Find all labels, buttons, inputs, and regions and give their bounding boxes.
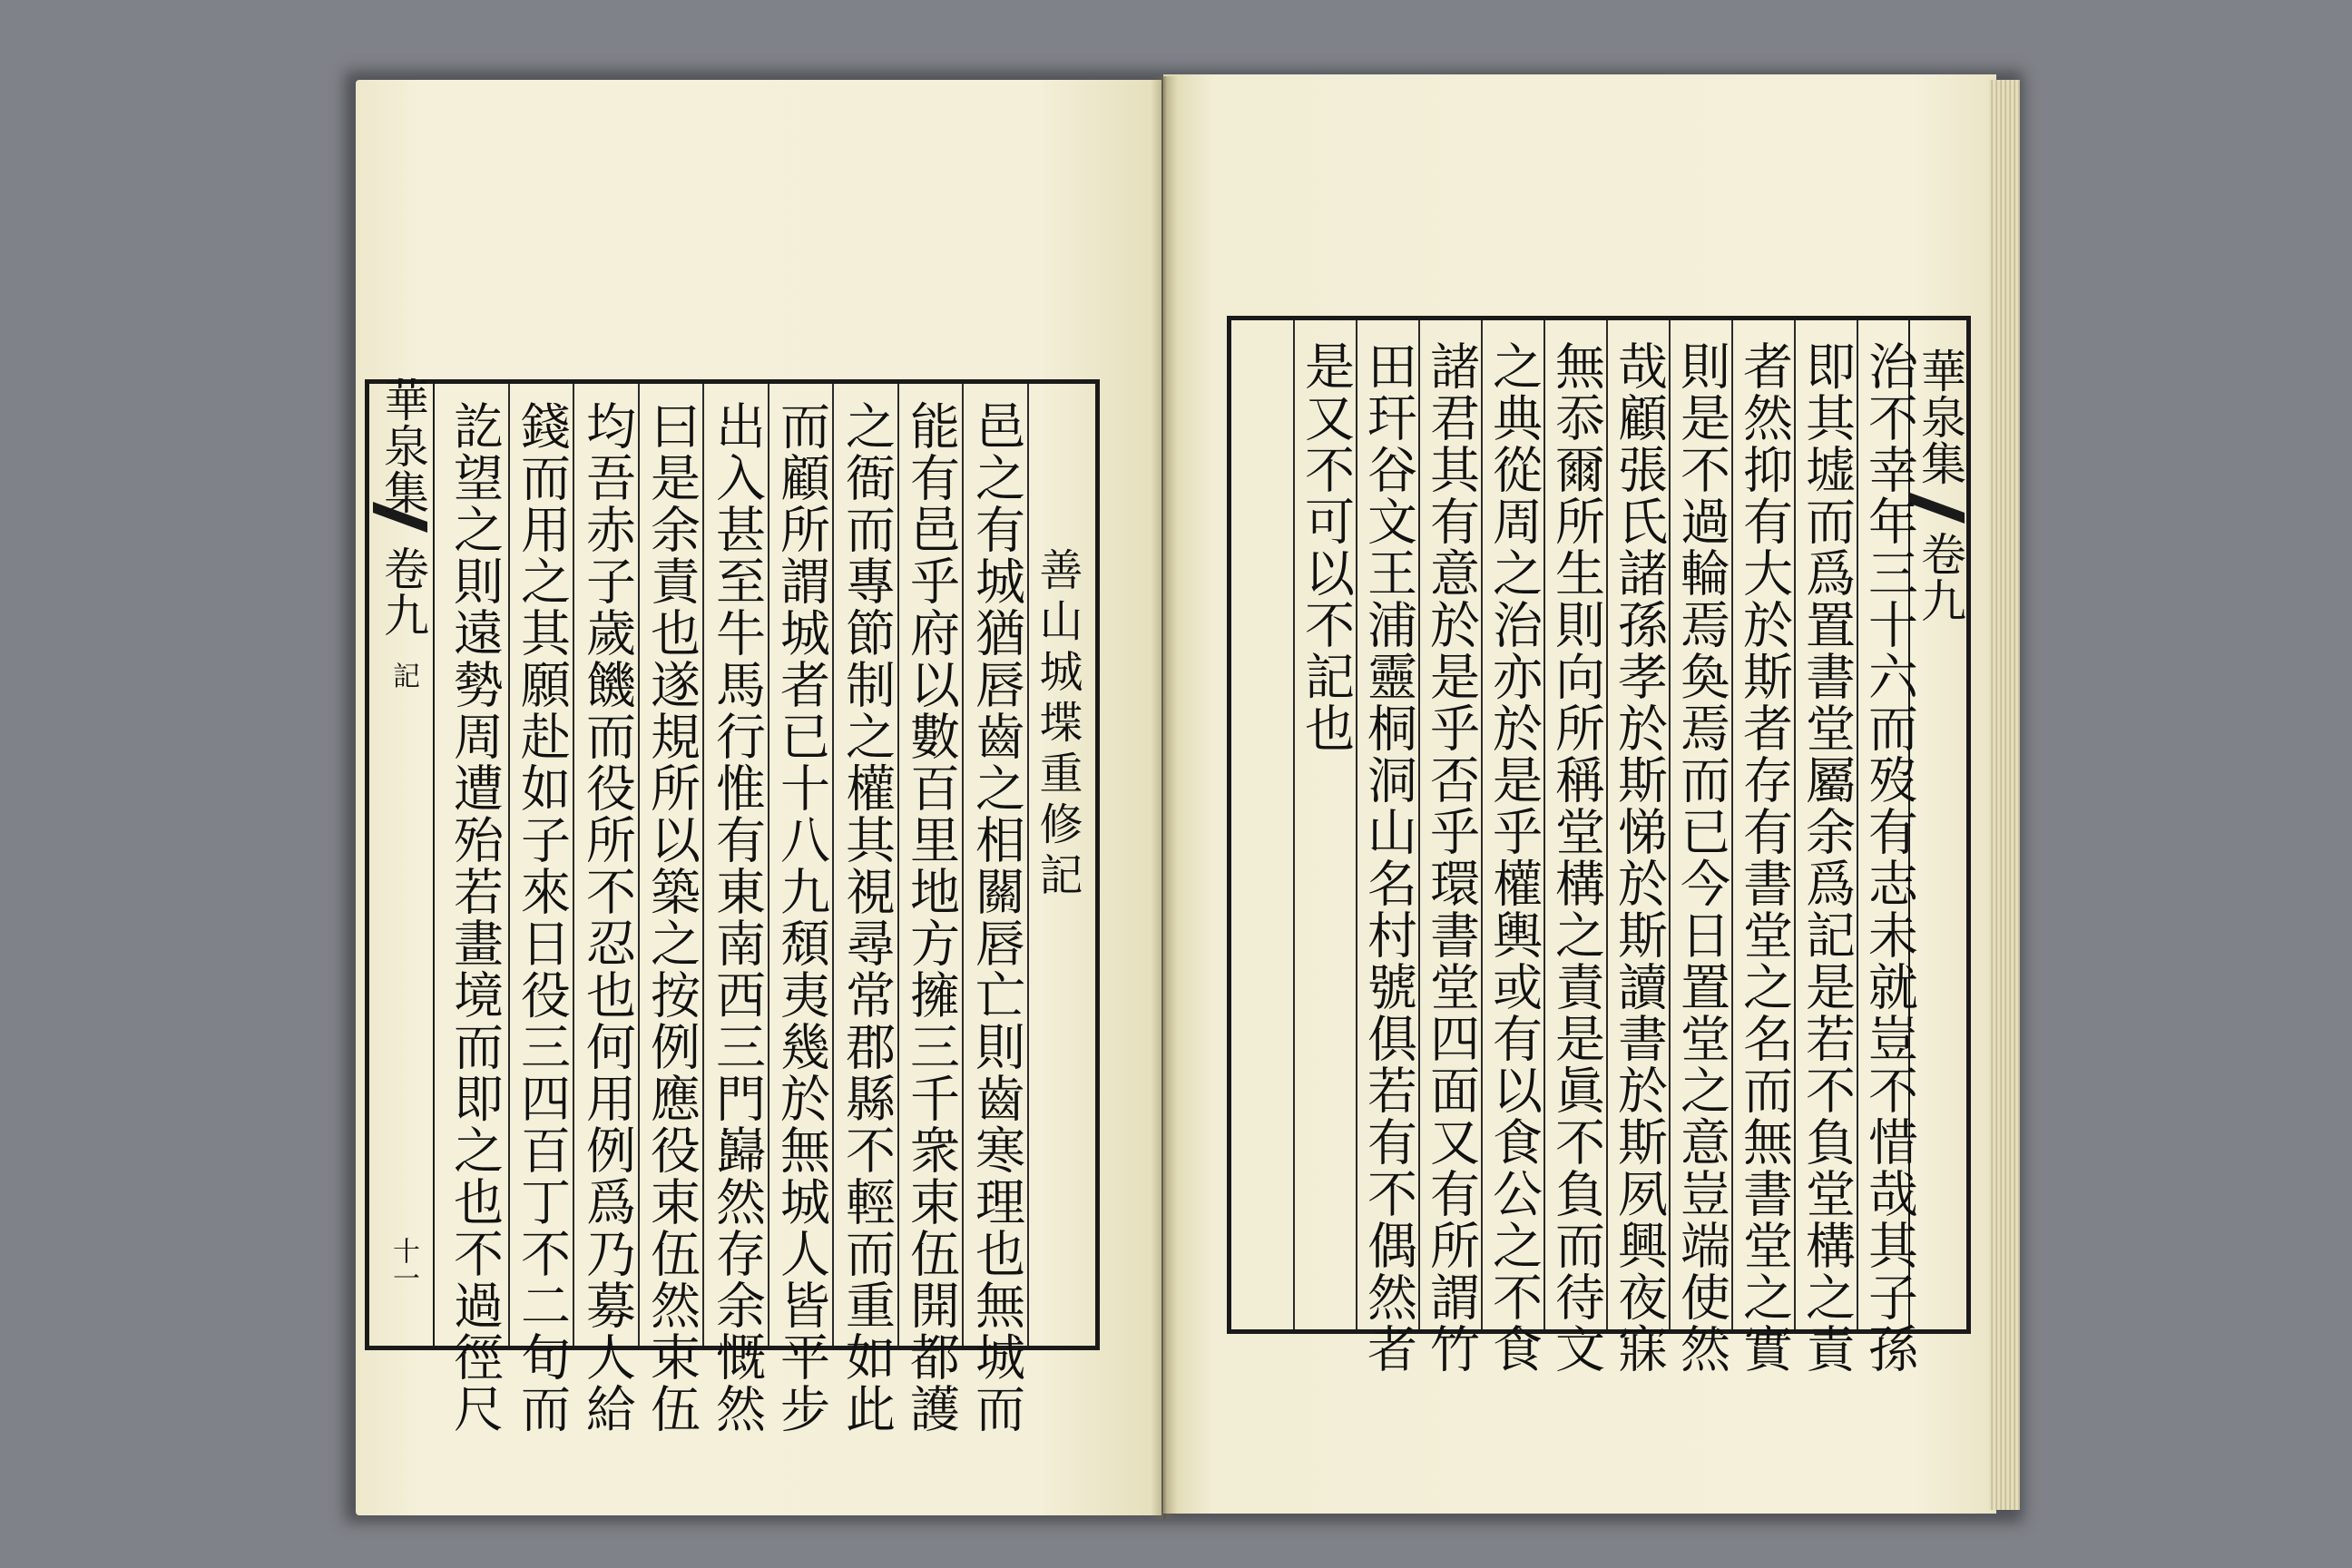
column-rule (508, 384, 510, 1346)
text-column: 即其墟而爲置書堂屬余爲記是若不負堂構之責 (1798, 340, 1856, 1375)
text-column: 則是不過輪焉奐焉而已今日置堂之意豈端使然 (1672, 340, 1730, 1375)
text-column: 治不幸年三十六而歿有志未就豈不惜哉其子孫 (1860, 340, 1918, 1375)
left-band-volume: 卷九 (377, 545, 429, 638)
right-page-frame (1227, 316, 1971, 1375)
column-rule (1731, 320, 1733, 1329)
column-rule (1481, 320, 1483, 1329)
column-rule (1293, 320, 1295, 1329)
text-column: 之典從周之治亦於是乎權輿或有以食公之不食 (1485, 340, 1543, 1375)
text-column: 曰是余責也遂規所以築之按例應役束伍然束伍 (642, 400, 701, 1435)
column-rule (1606, 320, 1608, 1329)
column-rule (1857, 320, 1858, 1329)
column-rule (1544, 320, 1545, 1329)
column-rule (638, 384, 640, 1346)
text-column: 錢而用之其願赴如子來日役三四百丁不二旬而 (513, 400, 571, 1435)
left-band-page-number: 十一 (387, 1237, 419, 1291)
text-column: 訖望之則遠勢周遭殆若畫境而即之也不過徑尺 (446, 400, 504, 1435)
column-rule (573, 384, 574, 1346)
column-rule (962, 384, 964, 1346)
text-column: 哉顧張氏諸孫孝於斯悌於斯讀書於斯夙興夜寐 (1610, 340, 1668, 1375)
column-rule (702, 384, 704, 1346)
column-rule (897, 384, 899, 1346)
text-column: 無忝爾所生則向所稱堂構之責是眞不負而待文 (1547, 340, 1605, 1375)
text-column: 田玕谷文王浦靈桐洞山名村號俱若有不偶然者 (1359, 340, 1417, 1375)
text-column: 是又不可以不記也 (1297, 340, 1355, 754)
text-column: 而顧所謂城者已十八九頹夷幾於無城人皆平步 (772, 400, 830, 1435)
text-column: 者然抑有大於斯者存有書堂之名而無書堂之實 (1735, 340, 1793, 1375)
text-column: 諸君其有意於是乎否乎環書堂四面又有所謂竹 (1422, 340, 1480, 1375)
column-rule (1794, 320, 1796, 1329)
left-band-genre: 記 (387, 662, 419, 689)
page-edges (1989, 80, 2020, 1510)
text-column: 能有邑乎府以數百里地方擁三千衆束伍開都護 (902, 400, 960, 1435)
column-rule (1669, 320, 1671, 1329)
column-rule (1027, 384, 1029, 1346)
fishtail-ornament-icon (1910, 493, 1965, 524)
column-rule (1356, 320, 1357, 1329)
column-rule (768, 384, 769, 1346)
left-band-title: 華泉集 (377, 377, 429, 515)
book-gutter (1151, 76, 1178, 1519)
right-band-title: 華泉集 (1914, 348, 1966, 486)
right-band-volume: 卷九 (1914, 531, 1966, 623)
left-page-frame (365, 377, 1100, 1435)
text-column: 均吾赤子歲饑而役所不忍也何用例爲乃募人給 (578, 400, 636, 1435)
text-column: 之衙而專節制之權其視尋常郡縣不輕而重如此 (838, 400, 896, 1435)
left-center-band (368, 377, 435, 1346)
column-rule (832, 384, 834, 1346)
document-title: 善山城堞重修記 (1032, 547, 1083, 903)
text-column: 邑之有城猶唇齒之相關唇亡則齒寒理也無城而 (967, 400, 1025, 1435)
column-rule (1418, 320, 1420, 1329)
text-column: 出入甚至牛馬行惟有東南西三門巋然存余慨然 (708, 400, 766, 1435)
